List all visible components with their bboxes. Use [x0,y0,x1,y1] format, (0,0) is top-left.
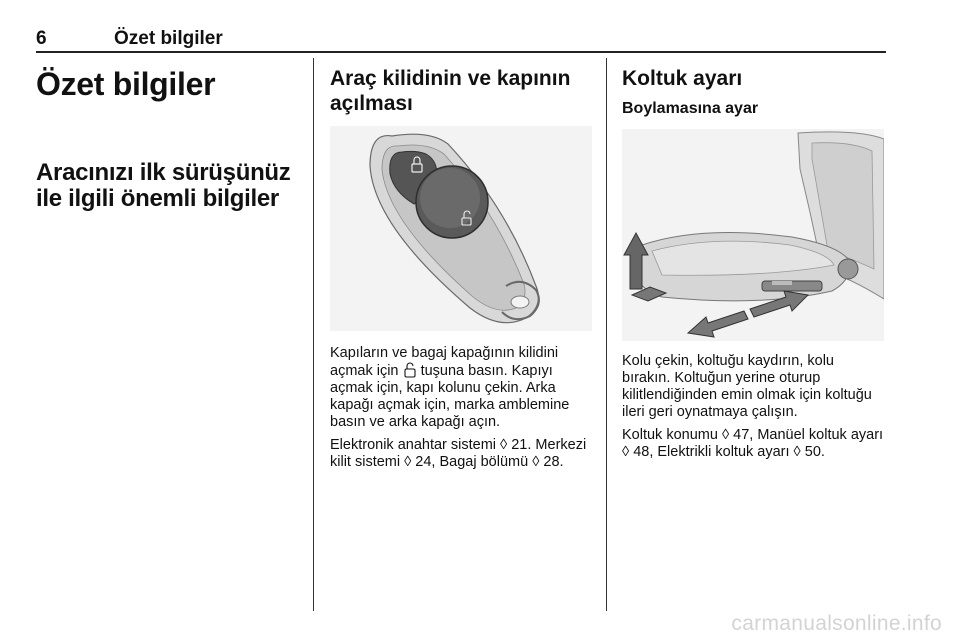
unlock-icon [404,362,416,378]
seat-adjustment-illustration [622,129,884,341]
header-title: Özet bilgiler [114,28,223,49]
column-divider-1 [313,58,314,611]
key-paragraph-1-end: tuşuna basın. Kapıyı açmak için, kapı kolunu çekin. Arka kapağı açmak için, marka amblemine basın ve arka kapağı açın. [330,363,570,430]
key-paragraph-2: Elektronik anahtar sistemi ◊ 21. Merkezi kilit sistemi ◊ 24, Bagaj bölümü ◊ 28. [330,437,587,470]
column-2 [330,60,592,477]
section-title: Aracınızı ilk sürüşünüz ile ilgili önemli bilgiler [36,159,291,212]
key-paragraph-1 [330,345,592,431]
watermark: carmanualsonline.info [731,612,942,635]
seat-paragraph-1: Kolu çekin, koltuğu kaydırın, kolu bırakın. Koltuğun yerine oturup kilitlendiğinden emin olmak için koltuğu ileri geri oynatmaya çalışın. [622,353,872,420]
column-3 [622,60,886,467]
column-1 [36,60,298,212]
seat-section-title: Koltuk ayarı [622,67,743,90]
column-divider-2 [606,58,607,611]
key-paragraph-1-start: Kapıların ve bagaj kapağının kilidini açmak için [330,345,559,379]
chapter-title: Özet bilgiler [36,66,216,102]
key-section-title: Araç kilidinin ve kapının açılması [330,67,571,115]
key-fob-illustration [330,126,592,331]
page-header [0,0,960,52]
seat-subsection-title: Boylamasına ayar [622,100,759,117]
page-number: 6 [36,28,47,49]
header-rule [36,51,886,53]
seat-paragraph-2: Koltuk konumu ◊ 47, Manüel koltuk ayarı ◊ 48, Elektrikli koltuk ayarı ◊ 50. [622,427,884,460]
